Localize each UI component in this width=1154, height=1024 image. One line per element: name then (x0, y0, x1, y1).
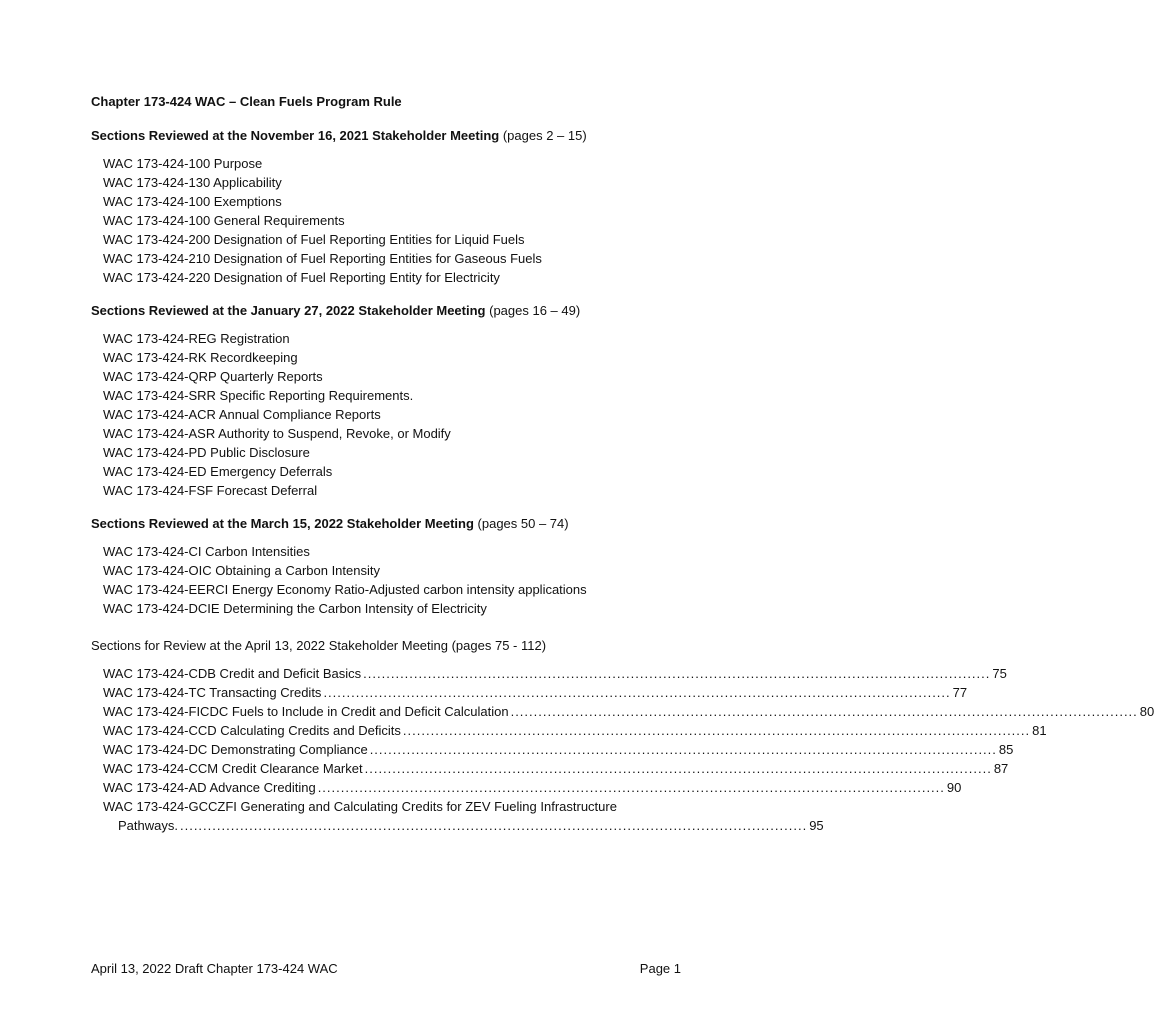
toc-entry-label: WAC 173-424-AD Advance Crediting (103, 780, 316, 795)
list-item: WAC 173-424-RK Recordkeeping (103, 350, 298, 365)
toc-leader: ........................................................................................................................................ (402, 723, 1031, 738)
toc-entry[interactable] (103, 721, 1047, 740)
toc-entry[interactable] (103, 759, 1009, 778)
section-heading (91, 127, 681, 145)
toc-leader: ........................................................................................................................................ (179, 818, 808, 833)
toc-entry-label: WAC 173-424-CCM Credit Clearance Market (103, 761, 363, 776)
toc-leader: ........................................................................................................................................ (369, 742, 997, 757)
section-heading (91, 515, 681, 533)
toc-entry-label: WAC 173-424-CDB Credit and Deficit Basics (103, 666, 362, 681)
list-item: WAC 173-424-220 Designation of Fuel Reporting Entity for Electricity (103, 270, 500, 285)
list-item: WAC 173-424-FSF Forecast Deferral (103, 483, 318, 498)
section-heading (91, 302, 681, 320)
footer-left: April 13, 2022 Draft Chapter 173-424 WAC (91, 961, 338, 976)
toc-leader: ........................................................................................................................................ (317, 780, 945, 795)
list-item: WAC 173-424-200 Designation of Fuel Reporting Entities for Liquid Fuels (103, 232, 525, 247)
toc-entry-page: 75 (992, 666, 1007, 681)
toc-entry-page: 85 (998, 742, 1014, 757)
list-item: WAC 173-424-100 Purpose (103, 156, 263, 171)
toc-leader: ........................................................................................................................................ (323, 685, 951, 700)
toc-entry[interactable] (103, 702, 1154, 721)
section-heading: Sections for Review at the April 13, 2022 Stakeholder Meeting (pages 75 - 112) (91, 638, 547, 653)
toc-entry-page: 80 (1139, 704, 1154, 719)
list-item: WAC 173-424-100 General Requirements (103, 213, 345, 228)
footer-page-number: Page 1 (639, 961, 681, 976)
section-heading-bold: Sections Reviewed at the March 15, 2022 Stakeholder Meeting (91, 516, 474, 531)
toc-entry-page: 95 (809, 818, 824, 833)
toc-entry-label-cont: Pathways. (118, 818, 178, 833)
list-item: WAC 173-424-OIC Obtaining a Carbon Intensity (103, 563, 380, 578)
list-item: WAC 173-424-SRR Specific Reporting Requirements. (103, 388, 414, 403)
section-heading-pages: (pages 16 – 49) (485, 303, 581, 318)
toc-list (91, 664, 1154, 835)
section-apr-2022 (91, 637, 1154, 835)
list-item: WAC 173-424-ASR Authority to Suspend, Revoke, or Modify (103, 426, 451, 441)
list-item: WAC 173-424-PD Public Disclosure (103, 445, 310, 460)
toc-entry[interactable] (103, 683, 968, 702)
section-nov-2021 (91, 127, 681, 287)
section-heading-pages: (pages 50 – 74) (473, 516, 569, 531)
toc-entry[interactable] (103, 740, 1014, 759)
page-footer (91, 961, 681, 976)
list-item: WAC 173-424-QRP Quarterly Reports (103, 369, 323, 384)
toc-leader: ........................................................................................................................................ (364, 761, 992, 776)
list-item: WAC 173-424-ACR Annual Compliance Reports (103, 407, 381, 422)
list-item: WAC 173-424-100 Exemptions (103, 194, 282, 209)
toc-entry-page: 90 (946, 780, 962, 795)
list-item: WAC 173-424-130 Applicability (103, 175, 282, 190)
toc-entry-continuation (103, 816, 824, 835)
section-heading-bold: Sections Reviewed at the January 27, 2022 Stakeholder Meeting (91, 303, 486, 318)
list-item: WAC 173-424-REG Registration (103, 331, 290, 346)
toc-entry-label: WAC 173-424-GCCZFI Generating and Calculating Credits for ZEV Fueling Infrastructure (103, 799, 617, 814)
toc-entry-page: 87 (993, 761, 1009, 776)
toc-entry-label: WAC 173-424-CCD Calculating Credits and Deficits (103, 723, 401, 738)
toc-leader: ........................................................................................................................................ (363, 666, 991, 681)
list-item: WAC 173-424-CI Carbon Intensities (103, 544, 310, 559)
list-item: WAC 173-424-EERCI Energy Economy Ratio-Adjusted carbon intensity applications (103, 582, 587, 597)
document-title: Chapter 173-424 WAC – Clean Fuels Program Rule (91, 94, 402, 109)
toc-entry[interactable] (103, 797, 824, 835)
list-item: WAC 173-424-DCIE Determining the Carbon Intensity of Electricity (103, 601, 487, 616)
toc-entry-label: WAC 173-424-DC Demonstrating Compliance (103, 742, 368, 757)
toc-entry[interactable] (103, 778, 962, 797)
section-jan-2022 (91, 302, 681, 500)
toc-leader: ........................................................................................................................................ (510, 704, 1138, 719)
toc-entry-page: 81 (1032, 723, 1047, 738)
section-heading-bold: Sections Reviewed at the November 16, 2021 Stakeholder Meeting (91, 128, 500, 143)
section-item-list (91, 542, 681, 618)
section-item-list (91, 154, 681, 287)
toc-entry-page: 77 (952, 685, 968, 700)
list-item: WAC 173-424-ED Emergency Deferrals (103, 464, 333, 479)
toc-entry-label: WAC 173-424-FICDC Fuels to Include in Credit and Deficit Calculation (103, 704, 509, 719)
section-mar-2022 (91, 515, 681, 618)
section-heading-pages: (pages 2 – 15) (499, 128, 587, 143)
toc-entry[interactable] (103, 664, 1007, 683)
list-item: WAC 173-424-210 Designation of Fuel Reporting Entities for Gaseous Fuels (103, 251, 542, 266)
toc-entry-label: WAC 173-424-TC Transacting Credits (103, 685, 322, 700)
section-item-list (91, 329, 681, 500)
